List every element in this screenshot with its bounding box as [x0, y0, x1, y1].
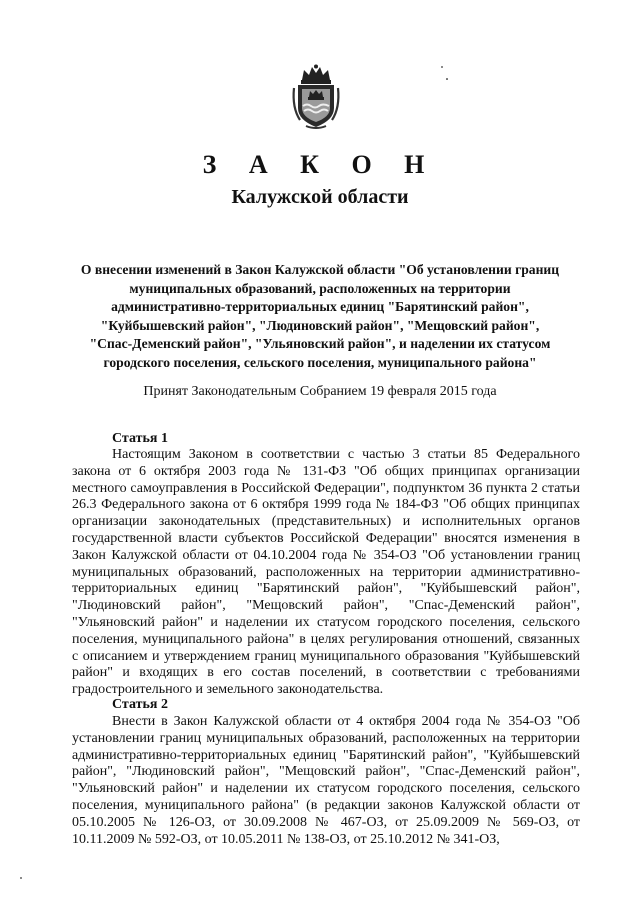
adoption-line: Принят Законодательным Собранием 19 февраля 2015 года — [143, 384, 497, 399]
scan-speck — [441, 66, 443, 68]
scan-speck — [446, 78, 448, 80]
article-2-heading: Статья 2 — [112, 697, 168, 712]
article-1-text: Настоящим Законом в соответствии с частью 3 статьи 85 Федерального закона от 6 октября 2003 года № 131-ФЗ "Об общих принципах организации местного самоуправления в Российской Федерации", подпунктом 36 пункта 2 статьи 26.3 Федерального закона от 6 октября 1999 года № 184-ФЗ "Об общих принципах организации законодательных (представительных) и исполнительных органов государственной власти субъектов Российской Федерации" вносятся изменения в Закон Калужской области от 04.10.2004 года № 354-ОЗ "Об установлении границ муниципальных образований, расположенных на территории административно-территориальных единиц "Барятинский район", "Куйбышевский район", "Людиновский район", "Мещовский район", "Спас-Деменский район", "Ульяновский район" и наделении их статусом городского поселения, сельского поселения, муниципального района" в целях регулирования отношений, связанных с описанием и утверждением границ муниципального образования "Куйбышевский район" и входящих в его состав поселений, в соответствии с требованиями градостроительного и земельного законодательства. — [72, 447, 580, 698]
article-2-text: Внести в Закон Калужской области от 4 октября 2004 года № 354-ОЗ "Об установлении границ муниципальных образований, расположенных на территории административно-территориальных единиц "Барятинский район", "Куйбышевский район", "Людиновский район", "Мещовский район", "Спас-Деменский район", "Ульяновский район" и наделении их статусом городского поселения, сельского поселения, муниципального района" (в редакции законов Калужской области от 05.10.2005 № 126-ОЗ, от 30.09.2008 № 467-ОЗ, от 25.09.2009 № 569-ОЗ, от 10.11.2009 № 592-ОЗ, от 10.05.2011 № 138-ОЗ, от 25.10.2012 № 341-ОЗ, — [72, 714, 580, 847]
document-subtitle: Калужской области — [231, 186, 409, 208]
coat-of-arms-icon — [290, 64, 342, 130]
document-title: З А К О Н — [202, 150, 438, 179]
article-1-heading: Статья 1 — [112, 431, 168, 446]
law-subject: О внесении изменений в Закон Калужской области "Об установлении границ муниципальных образований, расположенных на территории административно-территориальных единиц "Барятинский район", "Куйбышевский район", "Людиновский район", "Мещовский район", "Спас-Деменский район", "Ульяновский район", и наделении их статусом городского поселения, сельского поселения, муниципального района" — [80, 262, 560, 370]
scan-speck — [20, 877, 22, 879]
